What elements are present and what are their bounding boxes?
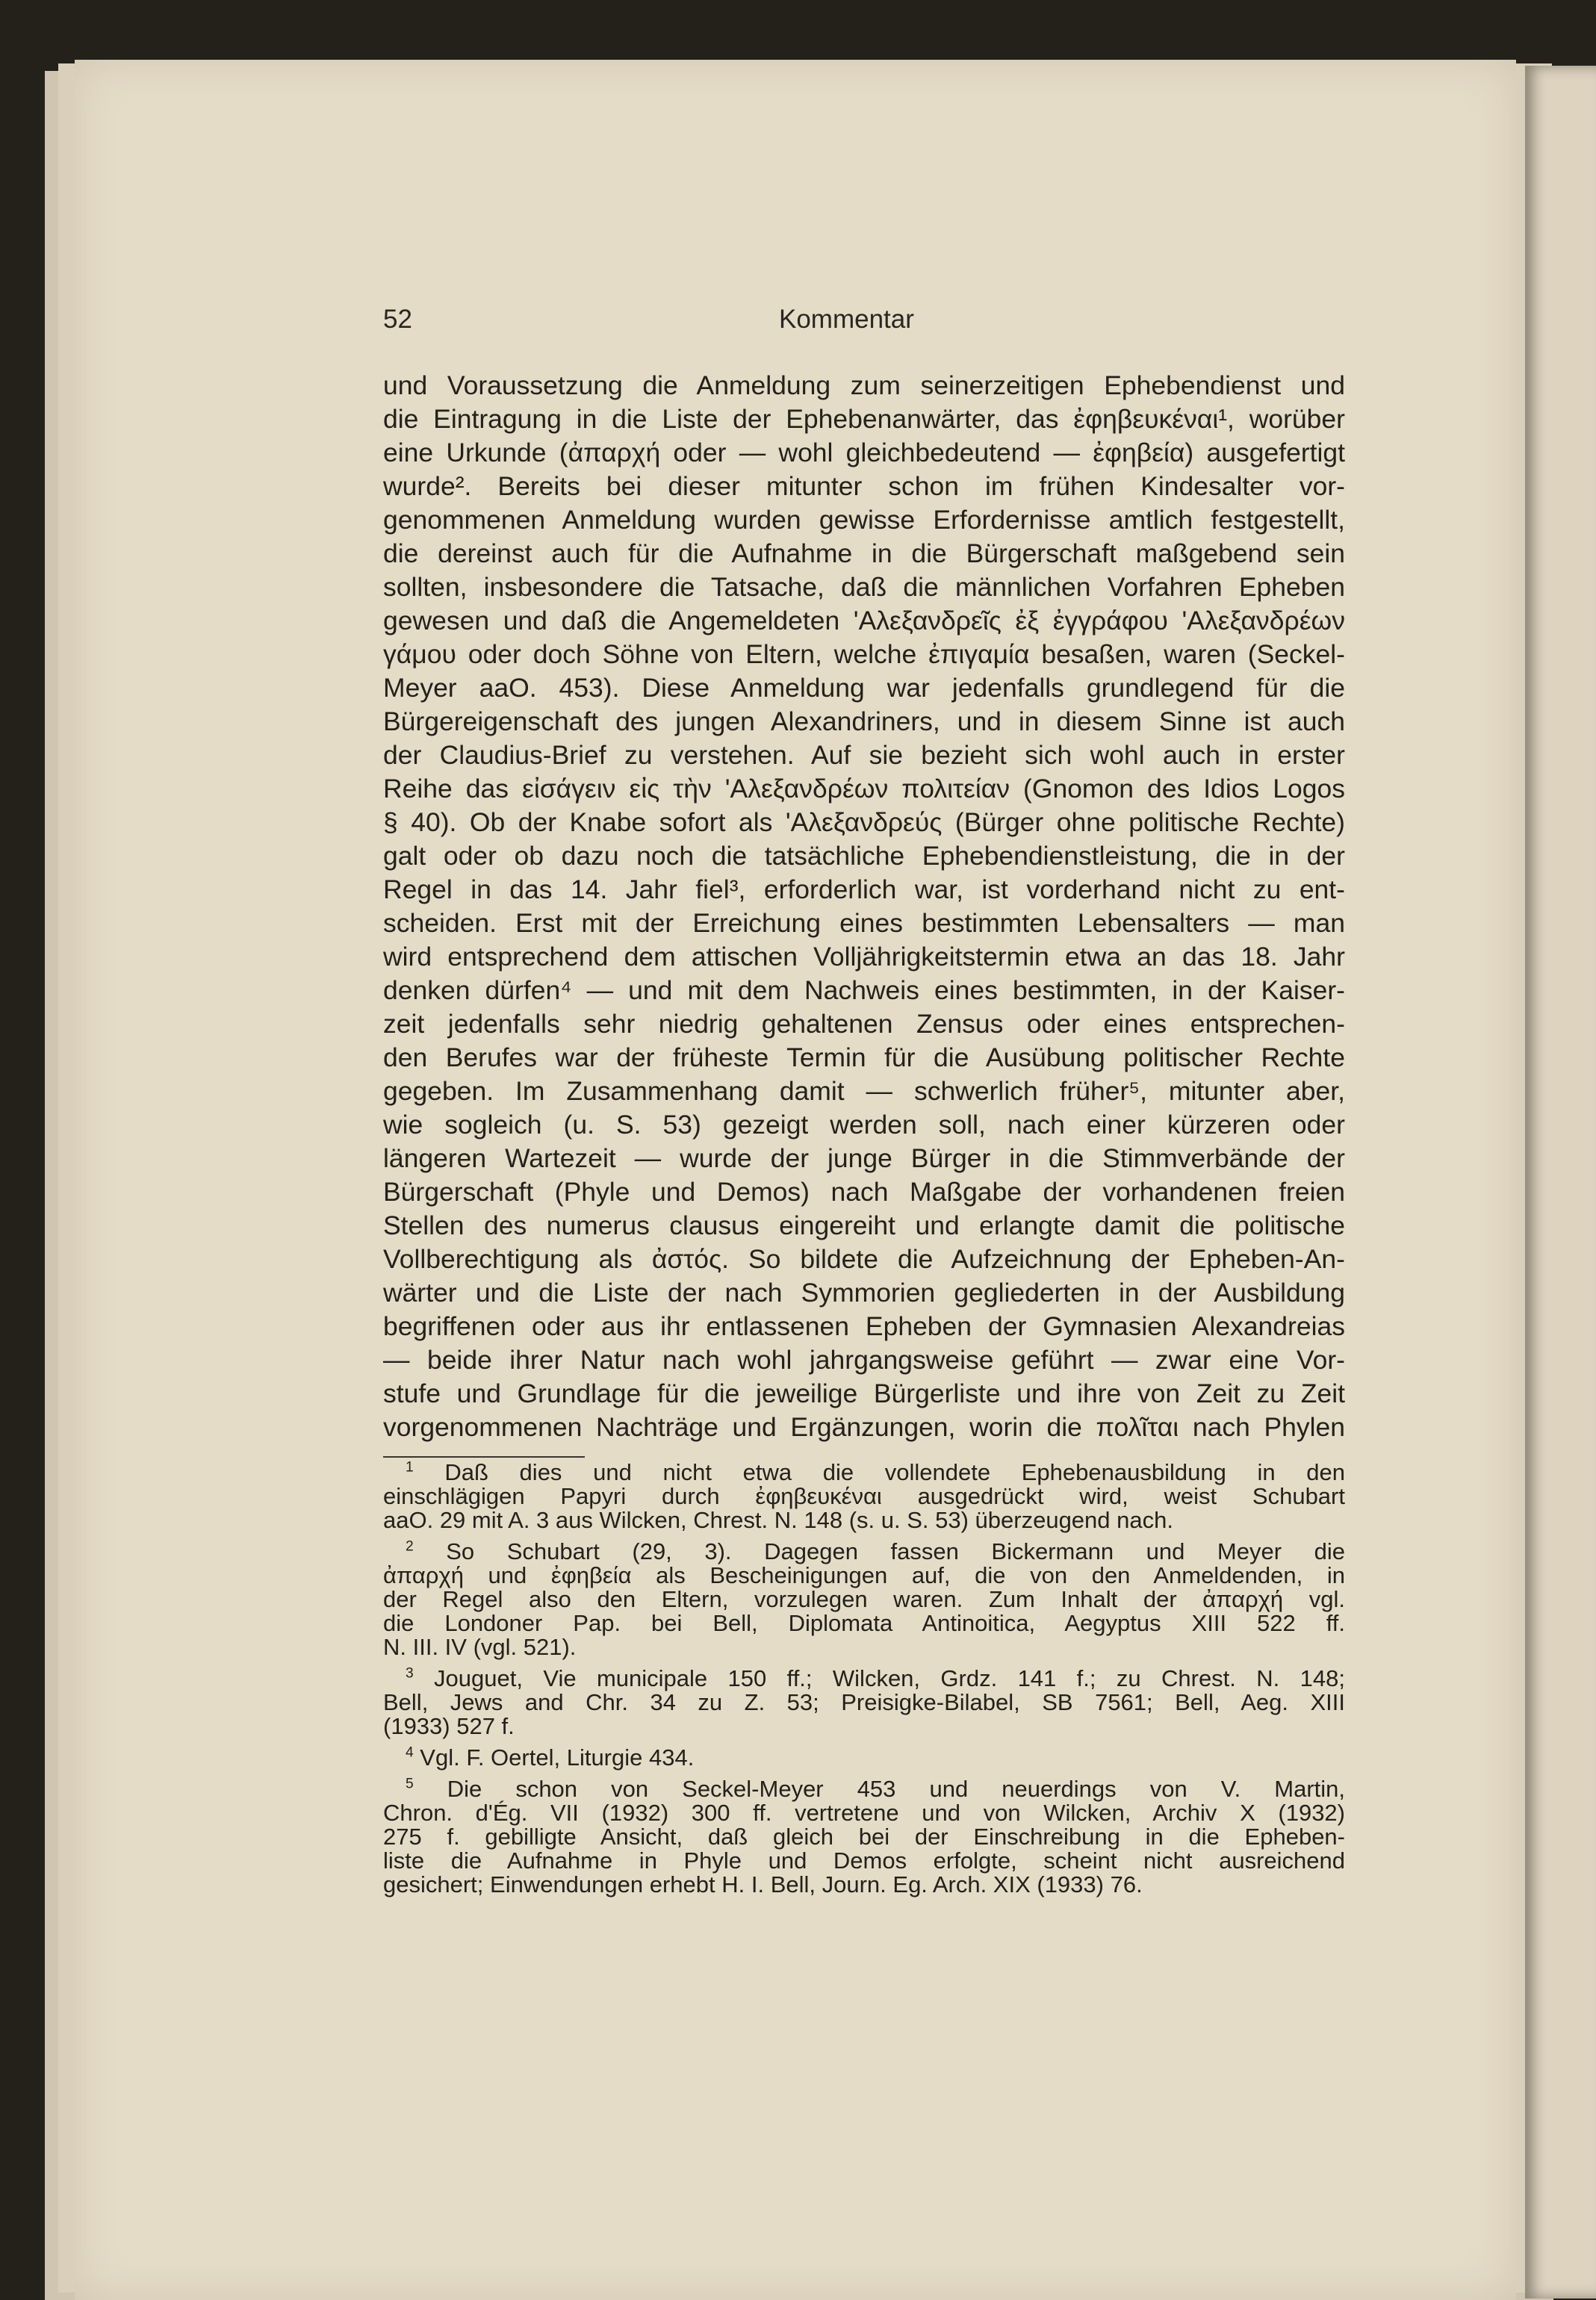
footnote-number: 2 — [406, 1538, 414, 1555]
footnote-number: 3 — [406, 1665, 414, 1682]
body-line: Vollberechtigung als ἀστός. So bildete die Aufzeichnung der Epheben-An- — [383, 1244, 1345, 1274]
footnote-number: 1 — [406, 1459, 414, 1476]
footnote — [383, 1746, 1345, 1770]
footnote-number: 4 — [406, 1744, 414, 1761]
body-line: scheiden. Erst mit der Erreichung eines bestimmten Lebensalters — man — [383, 908, 1345, 938]
body-line: und Voraussetzung die Anmeldung zum seinerzeitigen Ephebendienst und — [383, 370, 1345, 400]
footnote-line: liste die Aufnahme in Phyle und Demos erfolgte, scheint nicht ausreichend — [383, 1847, 1345, 1874]
body-line: Meyer aaO. 453). Diese Anmeldung war jedenfalls grundlegend für die — [383, 673, 1345, 703]
footnote-line: Daß dies und nicht etwa die vollendete Ephebenausbildung in den — [413, 1459, 1345, 1485]
body-line: wurde². Bereits bei dieser mitunter schon im frühen Kindesalter vor- — [383, 471, 1345, 501]
body-line: zeit jedenfalls sehr niedrig gehaltenen Zensus oder eines entsprechen- — [383, 1009, 1345, 1039]
body-line: gegeben. Im Zusammenhang damit — schwerlich früher⁵, mitunter aber, — [383, 1076, 1345, 1106]
page-number: 52 — [383, 305, 412, 334]
footnote-line: Vgl. F. Oertel, Liturgie 434. — [413, 1744, 695, 1771]
body-line: wärter und die Liste der nach Symmorien gegliederten in der Ausbildung — [383, 1278, 1345, 1308]
footnote-line: So Schubart (29, 3). Dagegen fassen Bickermann und Meyer die — [413, 1538, 1345, 1564]
footnote-line: einschlägigen Papyri durch ἐφηβευκέναι ausgedrückt wird, weist Schubart — [383, 1483, 1345, 1509]
footnote-number: 5 — [406, 1776, 414, 1792]
body-line: sollten, insbesondere die Tatsache, daß die männlichen Vorfahren Epheben — [383, 572, 1345, 602]
footnote-line: 275 f. gebilligte Ansicht, daß gleich bei der Einschreibung in die Epheben- — [383, 1824, 1345, 1850]
footnote-line: ἀπαρχή und ἐφηβεία als Bescheinigungen auf, die von den Anmeldenden, in — [383, 1562, 1345, 1588]
footnote — [383, 1540, 1345, 1659]
main-text — [383, 369, 1345, 1444]
footnote — [383, 1777, 1345, 1897]
body-line: Bürgerschaft (Phyle und Demos) nach Maßgabe der vorhandenen freien — [383, 1177, 1345, 1207]
body-line: wird entsprechend dem attischen Volljährigkeitstermin etwa an das 18. Jahr — [383, 942, 1345, 972]
body-line: stufe und Grundlage für die jeweilige Bürgerliste und ihre von Zeit zu Zeit — [383, 1379, 1345, 1408]
footnote — [383, 1461, 1345, 1532]
footnote-line: aaO. 29 mit A. 3 aus Wilcken, Chrest. N. 148 (s. u. S. 53) überzeugend nach. — [383, 1507, 1173, 1533]
body-line: gewesen und daß die Angemeldeten 'Αλεξανδρεῖς ἐξ ἐγγράφου 'Αλεξανδρέων — [383, 606, 1345, 635]
body-line: der Claudius-Brief zu verstehen. Auf sie bezieht sich wohl auch in erster — [383, 740, 1345, 770]
footnote-line: der Regel also den Eltern, vorzulegen waren. Zum Inhalt der ἀπαρχή vgl. — [383, 1586, 1345, 1612]
body-line: begriffenen oder aus ihr entlassenen Epheben der Gymnasien Alexandreias — [383, 1311, 1345, 1341]
footnote-line: (1933) 527 f. — [383, 1713, 515, 1739]
body-line: eine Urkunde (ἀπαρχή oder — wohl gleichbedeutend — ἐφηβεία) ausgefertigt — [383, 438, 1345, 467]
footnote-line: die Londoner Pap. bei Bell, Diplomata Antinoitica, Aegyptus XIII 522 ff. — [383, 1610, 1345, 1636]
body-line: — beide ihrer Natur nach wohl jahrgangsweise geführt — zwar eine Vor- — [383, 1345, 1345, 1375]
body-line: den Berufes war der früheste Termin für die Ausübung politischer Rechte — [383, 1042, 1345, 1072]
footnote-line: Jouguet, Vie municipale 150 ff.; Wilcken, Grdz. 141 f.; zu Chrest. N. 148; — [413, 1665, 1345, 1691]
body-line: Regel in das 14. Jahr fiel³, erforderlich war, ist vorderhand nicht zu ent- — [383, 874, 1345, 904]
running-header — [383, 305, 1345, 342]
footnote-line: Die schon von Seckel-Meyer 453 und neuerdings von V. Martin, — [413, 1776, 1345, 1802]
body-line: genommenen Anmeldung wurden gewisse Erfordernisse amtlich festgestellt, — [383, 505, 1345, 535]
body-line: § 40). Ob der Knabe sofort als 'Αλεξανδρεύς (Bürger ohne politische Rechte) — [383, 807, 1345, 837]
footnote-line: Bell, Jews and Chr. 34 zu Z. 53; Preisigke-Bilabel, SB 7561; Bell, Aeg. XIII — [383, 1689, 1345, 1715]
footnotes — [383, 1461, 1345, 1904]
body-line: γάμου oder doch Söhne von Eltern, welche ἐπιγαμία besaßen, waren (Seckel- — [383, 639, 1345, 669]
body-line: Stellen des numerus clausus eingereiht und erlangte damit die politische — [383, 1210, 1345, 1240]
body-line: Bürgereigenschaft des jungen Alexandriners, und in diesem Sinne ist auch — [383, 706, 1345, 736]
body-line: denken dürfen⁴ — und mit dem Nachweis eines bestimmten, in der Kaiser- — [383, 975, 1345, 1005]
footnote-line: Chron. d'Ég. VII (1932) 300 ff. vertretene und von Wilcken, Archiv X (1932) — [383, 1800, 1345, 1826]
running-title: Kommentar — [779, 305, 914, 334]
footnote — [383, 1667, 1345, 1738]
body-line: längeren Wartezeit — wurde der junge Bürger in die Stimmverbände der — [383, 1143, 1345, 1173]
footnote-line: gesichert; Einwendungen erhebt H. I. Bell, Journ. Eg. Arch. XIX (1933) 76. — [383, 1871, 1143, 1898]
footnote-line: N. III. IV (vgl. 521). — [383, 1634, 577, 1660]
facing-page-edge — [1525, 66, 1596, 2299]
body-line: die dereinst auch für die Aufnahme in die Bürgerschaft maßgebend sein — [383, 538, 1345, 568]
body-line: galt oder ob dazu noch die tatsächliche Ephebendienstleistung, die in der — [383, 841, 1345, 871]
footnote-rule — [383, 1456, 585, 1458]
body-line: vorgenommenen Nachträge und Ergänzungen, worin die πολῖται nach Phylen — [383, 1412, 1345, 1442]
body-line: Reihe das εἰσάγειν εἰς τὴν 'Αλεξανδρέων πολιτείαν (Gnomon des Idios Logos — [383, 774, 1345, 804]
body-line: die Eintragung in die Liste der Ephebenanwärter, das ἐφηβευκέναι¹, worüber — [383, 404, 1345, 434]
body-line: wie sogleich (u. S. 53) gezeigt werden soll, nach einer kürzeren oder — [383, 1110, 1345, 1140]
